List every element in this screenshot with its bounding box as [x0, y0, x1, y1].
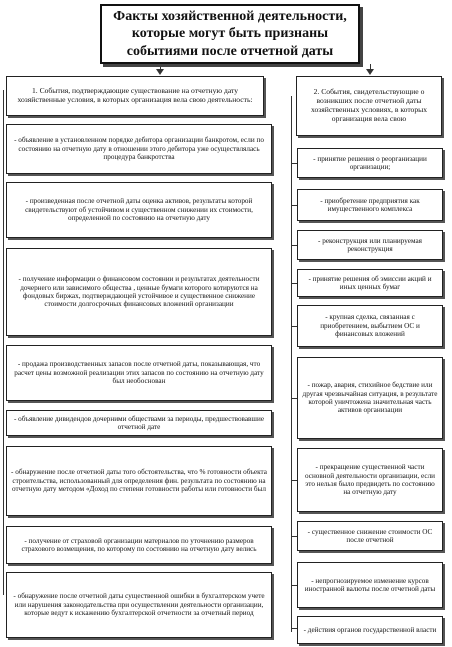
right-item-1-text: - приобретение предприятия как имущественного комплекса [320, 196, 420, 213]
right-item-4-text: - крупная сделка, связанная с приобретением, выбытием ОС и финансовых вложений [320, 313, 420, 339]
left-item-0 [6, 124, 272, 174]
diagram-title-text: Факты хозяйственной деятельности, которые могут быть признаны событиями после отчетной даты [113, 9, 347, 59]
right-item-7-text: - существенное снижение стоимости ОС после отчетной [307, 527, 433, 544]
right-item-1 [297, 189, 443, 221]
left-item-3 [6, 345, 272, 401]
arrow-to-right-header [366, 69, 374, 75]
left-item-7 [6, 572, 272, 638]
left-header-text: 1. События, подтверждающие существование на отчетную дату хозяйственные условия, в которых организация вела свою деятельность: [17, 86, 253, 104]
arrow-to-left-header [156, 69, 164, 75]
left-item-5 [6, 446, 272, 516]
right-vertical-line [291, 96, 292, 632]
right-item-8-text: - непрогнозируемое изменение курсов иностранной валюты после отчетной даты [304, 576, 436, 593]
left-item-2 [6, 248, 272, 336]
right-item-2 [297, 230, 443, 260]
left-item-3-text: - продажа производственных запасов после отчетной даты, показывающая, что расчет цены возможной реализации этих запасов по состоянию на отчетную дату был необоснован [14, 360, 264, 386]
left-item-1-text: - произведенная после отчетной даты оценка активов, результаты которой свидетельствуют об устойчивом и существенном снижении их стоимости, определенной по состоянию на отчетную дату [25, 197, 253, 223]
right-item-6-text: - прекращение существенной части основной деятельности организации, если это нельзя было предвидеть по состоянию на отчетную дату [305, 463, 435, 497]
diagram-title [100, 4, 360, 64]
right-header-box [296, 76, 442, 136]
right-item-8 [297, 562, 443, 608]
right-item-7 [297, 521, 443, 551]
right-item-5-text: - пожар, авария, стихийное бедствие или другая чрезвычайная ситуация, в результате которой уничтожена значительная часть активов организации [302, 381, 438, 415]
left-item-5-text: - обнаружение после отчетной даты того обстоятельства, что % готовности объекта строительства, использованный для определения фин. результата по состоянию на отчетную дату методом «Доход по степени готовности работы или готовности был [11, 468, 267, 494]
right-item-5 [297, 357, 443, 439]
right-item-9-text: - действия органов государственной власти [303, 625, 437, 634]
right-item-4 [297, 305, 443, 347]
left-item-4-text: - объявление дивидендов дочерними обществами за периоды, предшествовавшие отчетной дате [13, 414, 265, 431]
left-item-2-text: - получение информации о финансовом состоянии и результатах деятельности дочернего или зависимого общества , ценные бумаги которого котируются на фондовых биржах, подтверждающей устойчивое и существенное снижение стоимости долгосрочных финансовых вложений организации [18, 275, 260, 309]
left-item-6-text: - получение от страховой организации материалов по уточнению размеров страхового возмещения, по которому по состоянию на отчетную дату велись [21, 536, 257, 553]
left-item-6 [6, 526, 272, 564]
right-item-0 [297, 148, 443, 178]
left-item-1 [6, 182, 272, 238]
right-item-6 [297, 448, 443, 512]
right-item-9 [297, 616, 443, 644]
right-item-0-text: - принятие решения о реорганизации организации; [313, 154, 427, 171]
left-header-box [6, 76, 264, 116]
left-item-7-text: - обнаружение после отчетной даты существенной ошибки в бухгалтерском учете или нарушения законодательства при осуществлении деятельности организации, которые ведут к искажению бухгалтерской отчетности за отчетный период [13, 592, 265, 618]
left-item-0-text: - объявление в установленном порядке дебитора организации банкротом, если по состоянию на отчетную дату в отношении этого дебитора уже осуществлялась процедура банкротства [14, 136, 264, 162]
right-item-2-text: - реконструкция или планируемая реконструкция [318, 236, 422, 253]
right-item-3 [297, 269, 443, 297]
right-item-3-text: - принятие решения об эмиссии акций и иных ценных бумаг [308, 274, 432, 291]
left-item-4 [6, 410, 272, 436]
left-vertical-line [3, 90, 4, 595]
right-header-text: 2. События, свидетельствующие о возникших после отчетной даты хозяйственных условиях, в которых организация вела свою [310, 87, 428, 123]
